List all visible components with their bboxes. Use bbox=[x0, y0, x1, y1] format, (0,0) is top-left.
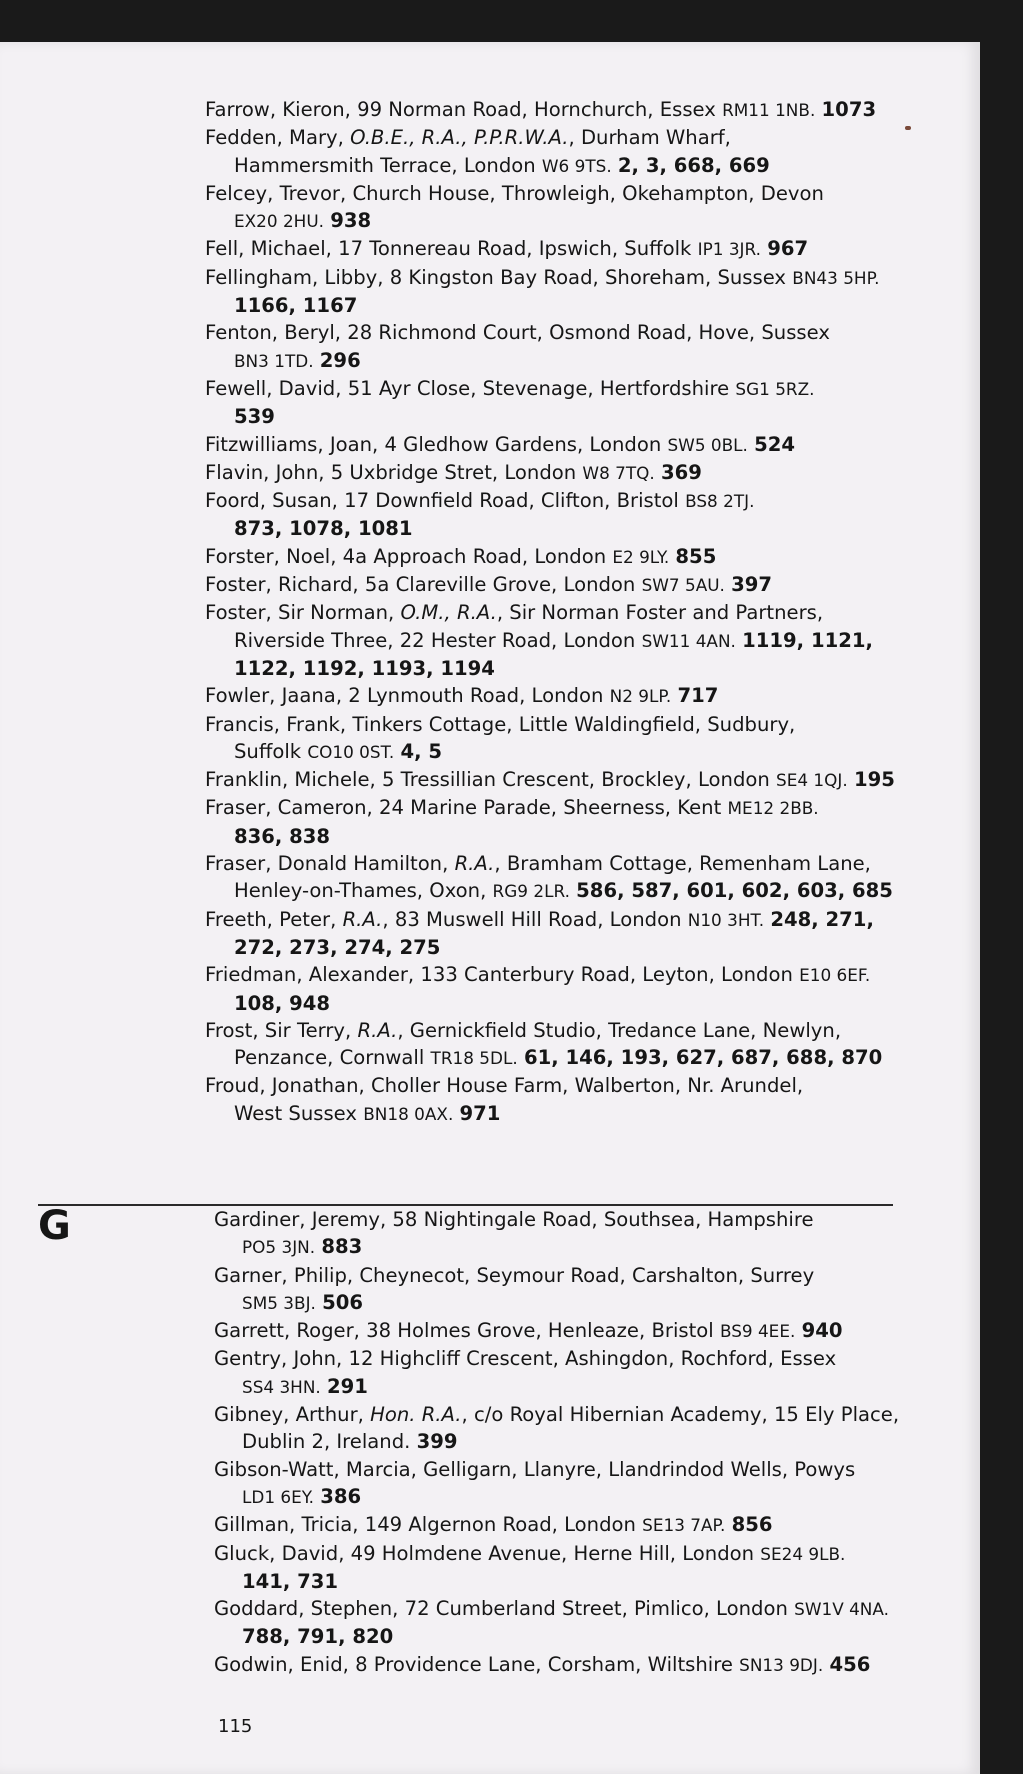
entry-address: , Durham Wharf, bbox=[568, 126, 731, 150]
entry-postcode: SW5 0BL. bbox=[667, 434, 748, 455]
entry-pages: 296 bbox=[319, 348, 361, 372]
index-entry bbox=[0, 264, 980, 320]
entry-pages: 539 bbox=[234, 405, 275, 429]
entry-name: Godwin, Enid, 8 Providence Lane, Corsham, Wiltshire bbox=[214, 1652, 740, 1676]
entry-line bbox=[0, 823, 980, 850]
entry-line bbox=[0, 599, 980, 626]
entry-postcode: SE13 7AP. bbox=[642, 1515, 726, 1536]
entry-line bbox=[0, 1044, 980, 1072]
index-entry bbox=[0, 850, 980, 906]
entry-pages: 938 bbox=[330, 209, 372, 233]
index-entry bbox=[0, 319, 980, 375]
index-entry bbox=[0, 711, 980, 767]
entry-line bbox=[0, 850, 980, 877]
index-entry bbox=[0, 1511, 980, 1539]
entry-address: Penzance, Cornwall bbox=[234, 1046, 431, 1070]
entry-line bbox=[0, 319, 980, 346]
entry-name: Franklin, Michele, 5 Tressillian Crescent, Brockley, London bbox=[205, 768, 777, 792]
index-entry bbox=[0, 375, 980, 431]
entry-pages: 1166, 1167 bbox=[234, 294, 358, 318]
entry-line bbox=[0, 207, 980, 235]
index-entry bbox=[0, 487, 980, 543]
index-entry bbox=[0, 235, 980, 263]
entry-line bbox=[0, 515, 980, 542]
entry-postcode: W6 9TS. bbox=[541, 155, 612, 176]
entry-pages: 61, 146, 193, 627, 687, 688, 870 bbox=[523, 1046, 883, 1070]
entry-name: Frost, Sir Terry, bbox=[205, 1018, 358, 1042]
entry-line bbox=[0, 934, 980, 961]
entry-address: , Bramham Cottage, Remenham Lane, bbox=[494, 852, 871, 876]
entry-postcode: IP1 3JR. bbox=[697, 239, 761, 260]
entry-line bbox=[0, 1100, 980, 1128]
index-entry bbox=[0, 1262, 980, 1318]
entry-postcode: W8 7TQ. bbox=[582, 462, 655, 483]
section-letter: G bbox=[38, 1203, 71, 1249]
g-entries-list bbox=[0, 1203, 980, 1679]
entry-postcode: N2 9LP. bbox=[609, 686, 672, 707]
entry-line bbox=[0, 906, 980, 934]
index-entry bbox=[0, 766, 980, 794]
index-entry bbox=[0, 1540, 980, 1596]
entry-line bbox=[0, 1017, 980, 1044]
entry-pages: 873, 1078, 1081 bbox=[234, 517, 413, 541]
entry-address: West Sussex bbox=[234, 1101, 364, 1125]
entry-postcode: SS4 3HN. bbox=[242, 1376, 321, 1397]
index-entry bbox=[0, 1072, 980, 1128]
entry-line bbox=[0, 990, 980, 1017]
entry-line bbox=[0, 1345, 980, 1372]
entry-postcode: BN18 0AX. bbox=[363, 1103, 454, 1124]
entry-line bbox=[0, 124, 980, 151]
entry-postcode: RG9 2LR. bbox=[492, 881, 570, 902]
entry-name: Gibson-Watt, Marcia, Gelligarn, Llanyre, Llandrindod Wells, Powys bbox=[214, 1457, 856, 1481]
entry-name: Foster, Sir Norman, bbox=[205, 601, 401, 625]
entry-pages: 399 bbox=[416, 1430, 458, 1454]
entry-line bbox=[0, 264, 980, 292]
entry-pages: 1119, 1121, bbox=[742, 628, 873, 652]
entry-line bbox=[0, 1289, 980, 1317]
entry-postcode: N10 3HT. bbox=[687, 909, 765, 930]
entry-line bbox=[0, 180, 980, 207]
entry-pages: 248, 271, bbox=[770, 907, 874, 931]
entry-pages: 836, 838 bbox=[234, 824, 331, 848]
entry-line bbox=[0, 571, 980, 599]
index-entry bbox=[0, 431, 980, 459]
entry-pages: 855 bbox=[675, 544, 717, 568]
entry-pages: 195 bbox=[853, 768, 895, 792]
entry-line bbox=[0, 403, 980, 430]
entry-postcode: SE24 9LB. bbox=[760, 1543, 846, 1564]
entry-name: Friedman, Alexander, 133 Canterbury Road, Leyton, London bbox=[205, 963, 800, 987]
entry-name: Gillman, Tricia, 149 Algernon Road, London bbox=[214, 1513, 643, 1537]
entry-postcode: SG1 5RZ. bbox=[735, 378, 815, 399]
entry-pages: 940 bbox=[801, 1319, 843, 1343]
entry-postcode: BS8 2TJ. bbox=[685, 491, 755, 512]
entry-line bbox=[0, 235, 980, 263]
entry-line bbox=[0, 152, 980, 180]
book-page bbox=[0, 42, 980, 1774]
entry-line bbox=[0, 1373, 980, 1401]
entry-pages: 1122, 1192, 1193, 1194 bbox=[234, 656, 495, 680]
entry-pages: 506 bbox=[322, 1290, 364, 1314]
entry-line bbox=[0, 1651, 980, 1679]
entry-name: Fewell, David, 51 Ayr Close, Stevenage, Hertfordshire bbox=[205, 376, 736, 400]
entry-honors: O.B.E., R.A., P.P.R.W.A. bbox=[350, 126, 569, 150]
entry-line bbox=[0, 459, 980, 487]
entry-line bbox=[0, 627, 980, 655]
entry-pages: 291 bbox=[327, 1374, 368, 1398]
entry-line bbox=[0, 1317, 980, 1345]
entry-name: Gardiner, Jeremy, 58 Nightingale Road, Southsea, Hampshire bbox=[214, 1208, 814, 1231]
entry-honors: R.A. bbox=[342, 907, 383, 931]
page-number: 115 bbox=[218, 1716, 253, 1737]
entry-postcode: BN3 1TD. bbox=[234, 350, 314, 371]
index-entry bbox=[0, 124, 980, 180]
entry-pages: 717 bbox=[677, 684, 719, 708]
entry-address: Hammersmith Terrace, London bbox=[234, 153, 542, 177]
entry-name: Freeth, Peter, bbox=[205, 907, 343, 931]
index-entry bbox=[0, 1401, 980, 1456]
entry-line bbox=[0, 682, 980, 710]
index-entry bbox=[0, 682, 980, 710]
entry-postcode: BN43 5HP. bbox=[792, 267, 880, 288]
index-entry bbox=[0, 96, 980, 124]
entry-postcode: E2 9LY. bbox=[612, 546, 670, 567]
index-entry bbox=[0, 599, 980, 682]
entry-pages: 586, 587, 601, 602, 603, 685 bbox=[576, 879, 893, 903]
entry-pages: 2, 3, 668, 669 bbox=[617, 153, 770, 177]
entry-address: , Gernickfield Studio, Tredance Lane, Newlyn, bbox=[397, 1018, 842, 1042]
entry-line bbox=[0, 711, 980, 738]
entry-honors: O.M., R.A. bbox=[400, 601, 497, 625]
entry-name: Gentry, John, 12 Highcliff Crescent, Ashingdon, Rochford, Essex bbox=[214, 1347, 837, 1371]
index-entry bbox=[0, 1203, 980, 1262]
entry-line bbox=[0, 375, 980, 403]
entry-postcode: RM11 1NB. bbox=[722, 100, 816, 120]
entry-postcode: PO5 3JN. bbox=[242, 1237, 316, 1258]
entry-postcode: SN13 9DJ. bbox=[739, 1654, 824, 1675]
entry-name: Fenton, Beryl, 28 Richmond Court, Osmond Road, Hove, Sussex bbox=[205, 321, 830, 345]
entry-name: Gibney, Arthur, bbox=[214, 1403, 371, 1427]
entry-name: Foster, Richard, 5a Clareville Grove, London bbox=[205, 573, 642, 597]
entry-address: , Sir Norman Foster and Partners, bbox=[496, 601, 824, 625]
entry-postcode: BS9 4EE. bbox=[719, 1321, 796, 1342]
index-entry bbox=[0, 459, 980, 487]
entry-pages: 141, 731 bbox=[242, 1569, 339, 1593]
entry-line bbox=[0, 794, 980, 822]
entry-pages: 971 bbox=[459, 1101, 501, 1125]
entry-name: Francis, Frank, Tinkers Cottage, Little Waldingfield, Sudbury, bbox=[205, 712, 796, 736]
entry-pages: 397 bbox=[731, 573, 773, 597]
entry-postcode: SM5 3BJ. bbox=[242, 1292, 316, 1313]
entry-honors: Hon. R.A. bbox=[370, 1403, 462, 1427]
index-entry bbox=[0, 180, 980, 236]
index-entry bbox=[0, 794, 980, 850]
entry-name: Fitzwilliams, Joan, 4 Gledhow Gardens, London bbox=[205, 432, 668, 456]
entry-pages: 856 bbox=[731, 1513, 773, 1537]
entry-pages: 386 bbox=[320, 1484, 362, 1508]
entry-postcode: ME12 2BB. bbox=[727, 798, 819, 819]
index-entry bbox=[0, 543, 980, 571]
entry-line bbox=[0, 1511, 980, 1539]
entry-address: , c/o Royal Hibernian Academy, 15 Ely Place, bbox=[461, 1403, 900, 1427]
entry-line bbox=[0, 1568, 980, 1595]
entry-line bbox=[0, 431, 980, 459]
entry-line bbox=[0, 877, 980, 905]
entry-line bbox=[0, 655, 980, 682]
entry-pages: 1073 bbox=[821, 98, 877, 121]
index-entry bbox=[0, 906, 980, 962]
entry-pages: 4, 5 bbox=[400, 739, 443, 763]
entry-line bbox=[0, 961, 980, 989]
entry-name: Foord, Susan, 17 Downfield Road, Clifton, Bristol bbox=[205, 489, 686, 513]
index-entry bbox=[0, 1317, 980, 1345]
entry-name: Fraser, Donald Hamilton, bbox=[205, 852, 455, 876]
entry-name: Fellingham, Libby, 8 Kingston Bay Road, Shoreham, Sussex bbox=[205, 265, 793, 289]
entry-name: Garner, Philip, Cheynecot, Seymour Road, Carshalton, Surrey bbox=[214, 1263, 815, 1287]
entry-postcode: SW7 5AU. bbox=[641, 575, 725, 596]
entry-honors: R.A. bbox=[357, 1018, 398, 1042]
entry-pages: 883 bbox=[321, 1235, 363, 1259]
entry-line bbox=[0, 1456, 980, 1483]
entry-line bbox=[0, 1428, 980, 1455]
entry-pages: 272, 273, 274, 275 bbox=[234, 935, 441, 959]
entry-pages: 967 bbox=[767, 237, 809, 261]
entry-line bbox=[0, 347, 980, 375]
entry-name: Garrett, Roger, 38 Holmes Grove, Henleaze, Bristol bbox=[214, 1319, 720, 1343]
entry-line bbox=[0, 1233, 980, 1261]
entry-pages: 524 bbox=[754, 432, 796, 456]
index-entry bbox=[0, 1595, 980, 1651]
entry-line bbox=[0, 1623, 980, 1650]
entry-pages: 456 bbox=[829, 1652, 871, 1676]
index-entry bbox=[0, 1651, 980, 1679]
entry-name: Fraser, Cameron, 24 Marine Parade, Sheerness, Kent bbox=[205, 796, 728, 820]
entry-address: , 83 Muswell Hill Road, London bbox=[382, 907, 688, 931]
entry-name: Farrow, Kieron, 99 Norman Road, Hornchurch, Essex bbox=[205, 98, 723, 121]
f-entries-list bbox=[0, 96, 980, 1128]
entry-line bbox=[0, 96, 980, 124]
entry-address: Suffolk bbox=[234, 739, 308, 763]
entry-line bbox=[0, 292, 980, 319]
entry-postcode: SW11 4AN. bbox=[641, 630, 736, 651]
entry-name: Goddard, Stephen, 72 Cumberland Street, Pimlico, London bbox=[214, 1597, 795, 1621]
entry-line bbox=[0, 543, 980, 571]
entry-line bbox=[0, 1595, 980, 1623]
entry-name: Fowler, Jaana, 2 Lynmouth Road, London bbox=[205, 684, 610, 708]
index-entry bbox=[0, 571, 980, 599]
entry-postcode: CO10 0ST. bbox=[307, 741, 395, 762]
entry-address: Henley-on-Thames, Oxon, bbox=[234, 879, 493, 903]
entry-name: Felcey, Trevor, Church House, Throwleigh, Okehampton, Devon bbox=[205, 181, 824, 205]
entry-pages: 108, 948 bbox=[234, 991, 331, 1015]
entry-name: Flavin, John, 5 Uxbridge Stret, London bbox=[205, 460, 583, 484]
entry-postcode: SE4 1QJ. bbox=[776, 770, 848, 791]
entry-line bbox=[0, 1262, 980, 1289]
entry-line bbox=[0, 1072, 980, 1099]
entry-name: Forster, Noel, 4a Approach Road, London bbox=[205, 544, 613, 568]
entry-name: Froud, Jonathan, Choller House Farm, Walberton, Nr. Arundel, bbox=[205, 1074, 804, 1098]
entry-postcode: TR18 5DL. bbox=[430, 1048, 518, 1069]
entry-postcode: SW1V 4NA. bbox=[794, 1599, 889, 1620]
index-entry bbox=[0, 1345, 980, 1401]
entry-line bbox=[0, 1540, 980, 1568]
entry-line bbox=[0, 738, 980, 766]
entry-line bbox=[0, 1483, 980, 1511]
entry-line bbox=[0, 1206, 980, 1233]
entry-line bbox=[0, 766, 980, 794]
entry-name: Fell, Michael, 17 Tonnereau Road, Ipswich, Suffolk bbox=[205, 237, 698, 261]
entry-name: Gluck, David, 49 Holmdene Avenue, Herne Hill, London bbox=[214, 1541, 761, 1565]
entry-address: Dublin 2, Ireland. bbox=[242, 1430, 417, 1454]
entry-honors: R.A. bbox=[454, 852, 495, 876]
entry-postcode: E10 6EF. bbox=[799, 965, 871, 986]
entry-pages: 788, 791, 820 bbox=[242, 1625, 394, 1649]
entry-address: Riverside Three, 22 Hester Road, London bbox=[234, 628, 642, 652]
entry-line bbox=[0, 487, 980, 515]
entry-postcode: LD1 6EY. bbox=[242, 1486, 315, 1507]
entry-postcode: EX20 2HU. bbox=[234, 211, 325, 232]
entry-line bbox=[0, 1401, 980, 1428]
index-entry bbox=[0, 961, 980, 1017]
index-entry bbox=[0, 1456, 980, 1512]
index-entry bbox=[0, 1017, 980, 1073]
entry-name: Fedden, Mary, bbox=[205, 126, 351, 150]
entry-pages: 369 bbox=[661, 460, 702, 484]
